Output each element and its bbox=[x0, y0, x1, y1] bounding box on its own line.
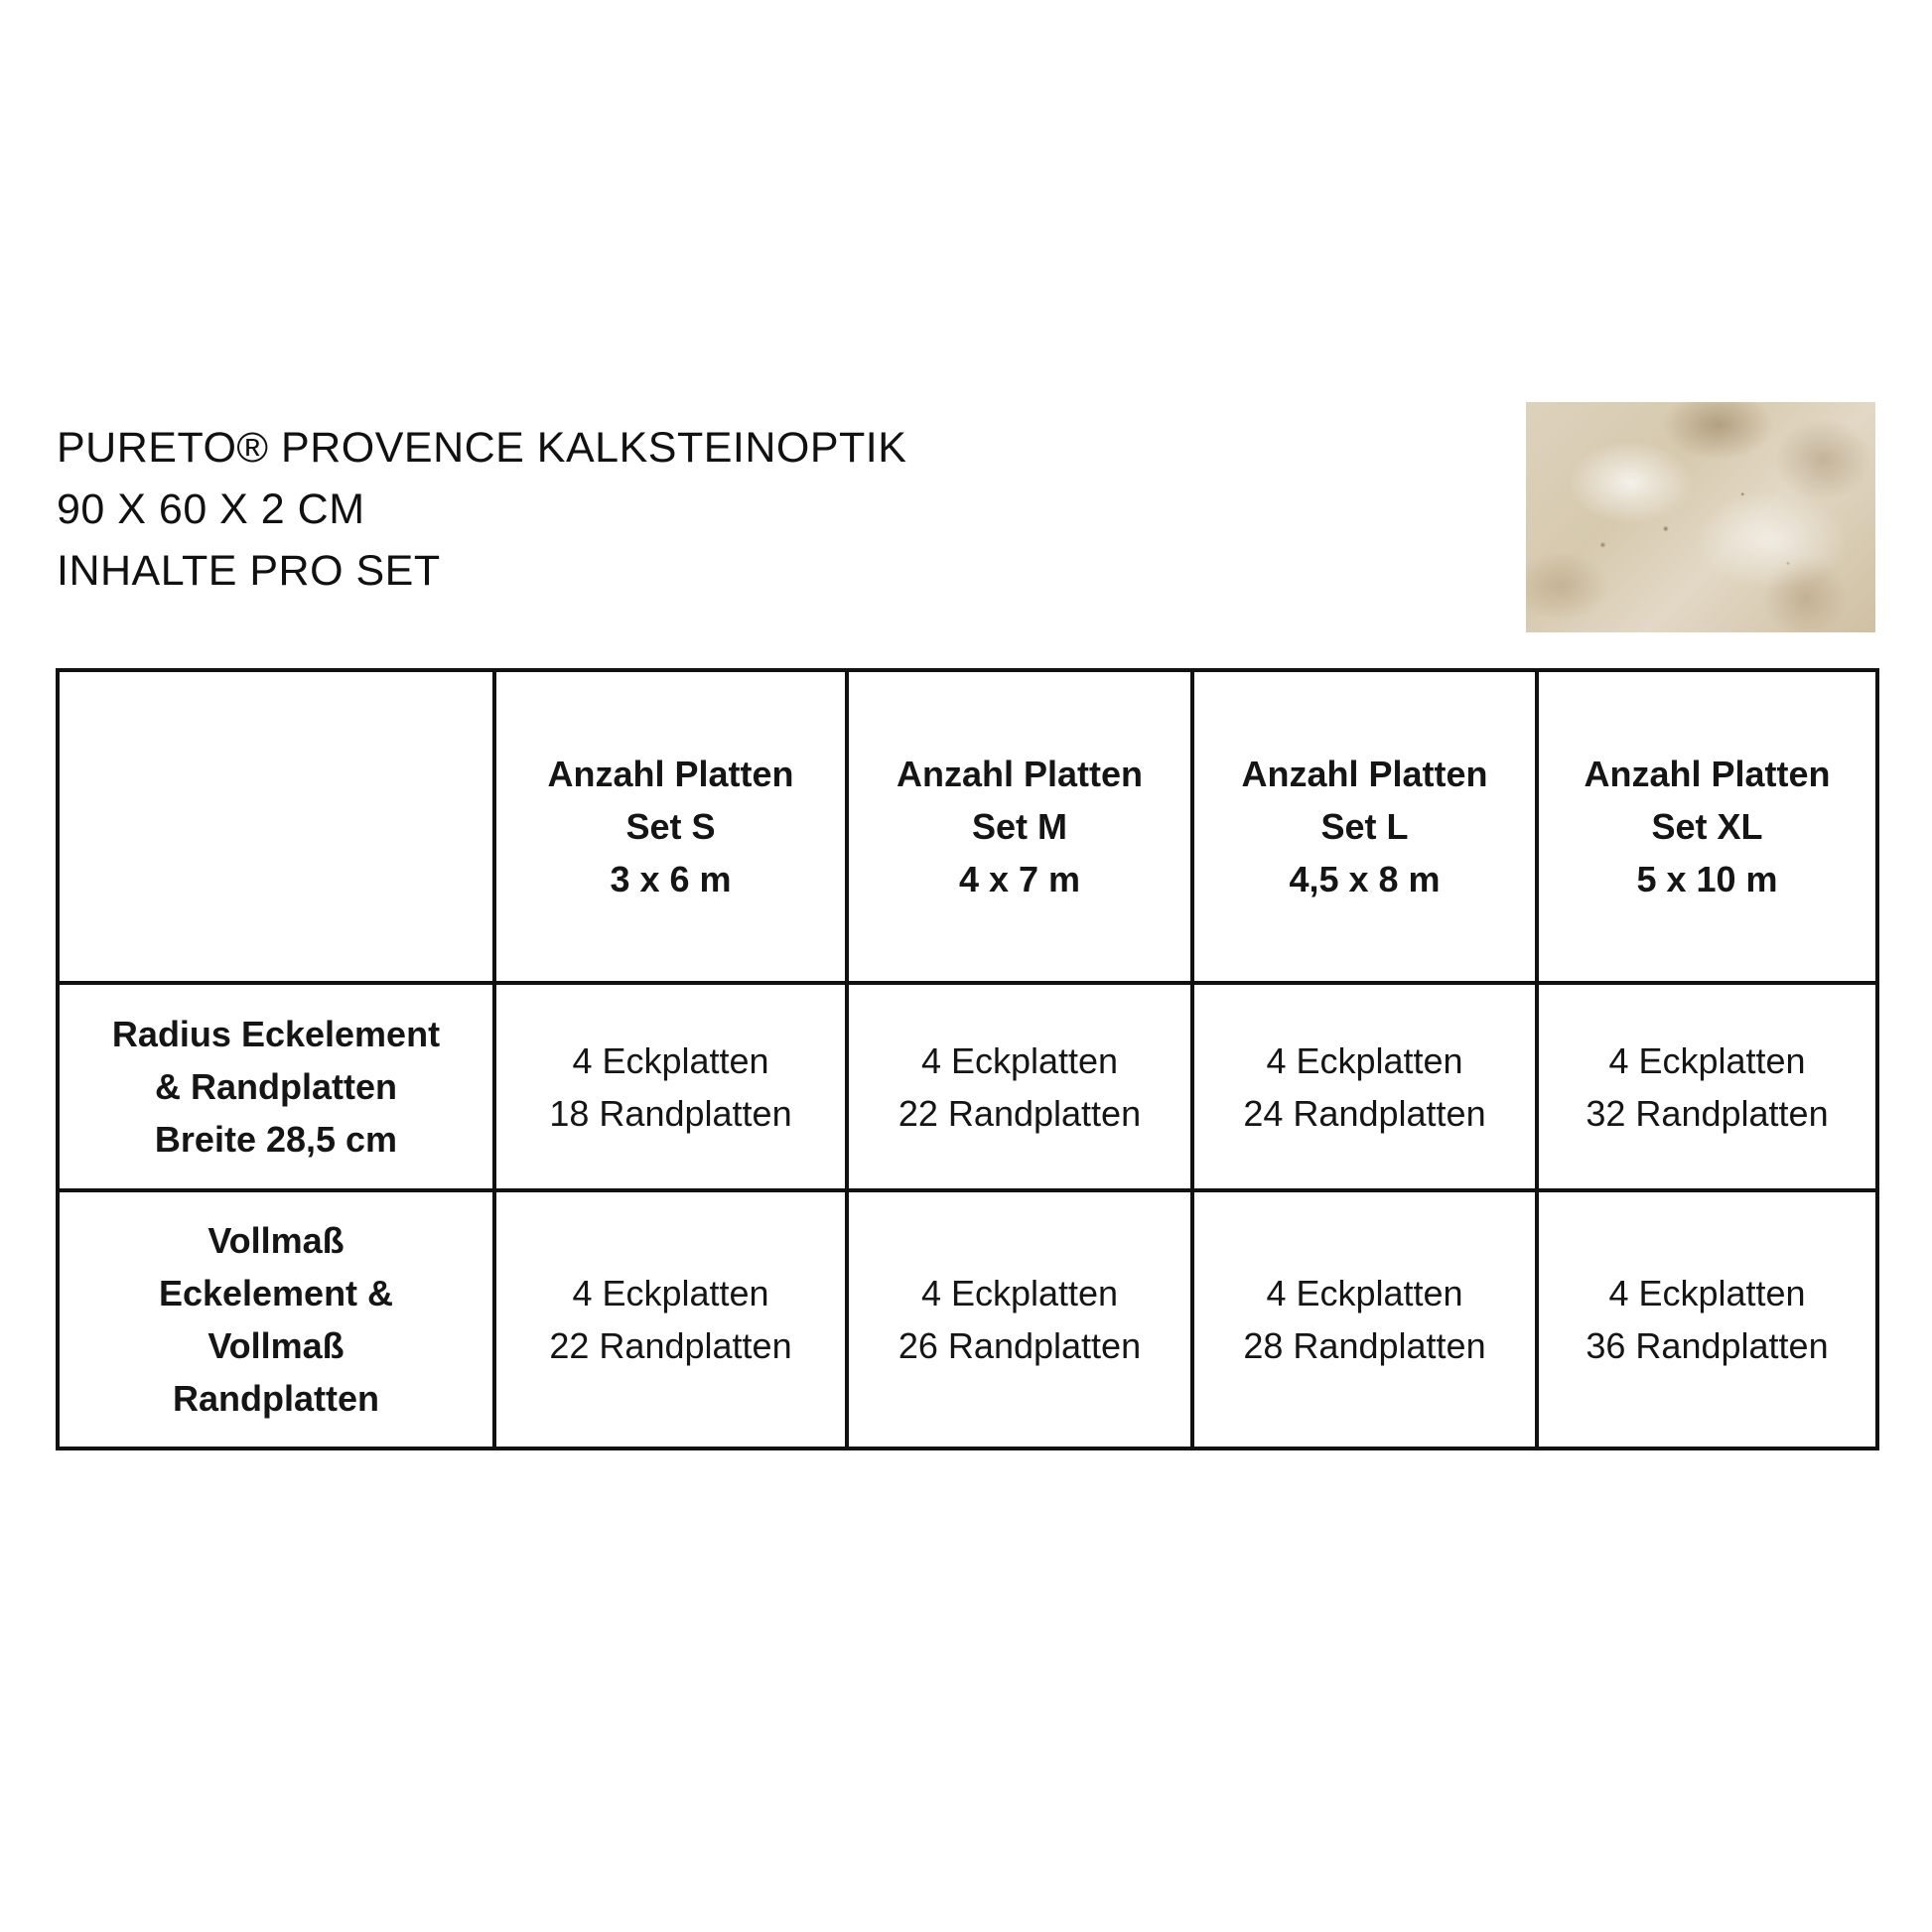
row-label-line: Vollmaß bbox=[207, 1220, 345, 1261]
column-header-label: Anzahl Platten bbox=[896, 754, 1144, 794]
edge-count: 28 Randplatten bbox=[1243, 1325, 1486, 1366]
table-row-radius bbox=[58, 983, 1877, 1190]
table-cell bbox=[847, 1190, 1192, 1449]
table-corner-cell bbox=[58, 670, 494, 983]
column-header-set: Set S bbox=[625, 806, 716, 847]
column-header-set-xl bbox=[1537, 670, 1877, 983]
row-label-line: Radius Eckelement bbox=[111, 1014, 441, 1054]
title-line-dimensions: 90 X 60 X 2 CM bbox=[57, 485, 365, 533]
column-header-label: Anzahl Platten bbox=[1584, 754, 1831, 794]
edge-count: 22 Randplatten bbox=[897, 1092, 1142, 1134]
edge-count: 18 Randplatten bbox=[549, 1092, 792, 1134]
edge-count: 24 Randplatten bbox=[1243, 1092, 1486, 1134]
edge-count: 26 Randplatten bbox=[897, 1325, 1142, 1366]
corner-count: 4 Eckplatten bbox=[572, 1273, 769, 1313]
corner-count: 4 Eckplatten bbox=[1266, 1039, 1463, 1081]
table-cell bbox=[494, 1190, 847, 1449]
table-cell bbox=[494, 983, 847, 1190]
title-line-product-name: PURETO® PROVENCE KALKSTEINOPTIK bbox=[57, 424, 907, 472]
table-row-full-size bbox=[58, 1190, 1877, 1449]
column-header-set-m bbox=[847, 670, 1192, 983]
corner-count: 4 Eckplatten bbox=[1608, 1273, 1806, 1313]
table-cell bbox=[1192, 1190, 1537, 1449]
row-label-line: Randplatten bbox=[172, 1378, 379, 1419]
table-cell bbox=[847, 983, 1192, 1190]
contents-table bbox=[56, 668, 1879, 1450]
column-header-set-l bbox=[1192, 670, 1537, 983]
corner-count: 4 Eckplatten bbox=[920, 1039, 1119, 1081]
table-cell bbox=[1537, 983, 1877, 1190]
column-header-label: Anzahl Platten bbox=[1241, 754, 1488, 794]
title-line-contents: INHALTE PRO SET bbox=[57, 547, 441, 595]
stone-texture-image bbox=[1526, 402, 1875, 632]
row-label-line: & Randplatten bbox=[154, 1066, 397, 1107]
column-header-set: Set M bbox=[971, 806, 1067, 847]
row-label-line: Eckelement & bbox=[158, 1273, 394, 1313]
set-contents-table bbox=[56, 668, 1875, 1447]
table-cell bbox=[1192, 983, 1537, 1190]
column-header-size: 4,5 x 8 m bbox=[1289, 859, 1441, 899]
edge-count: 36 Randplatten bbox=[1586, 1325, 1829, 1366]
row-label-full-size bbox=[58, 1190, 494, 1449]
edge-count: 22 Randplatten bbox=[549, 1325, 792, 1366]
corner-count: 4 Eckplatten bbox=[920, 1273, 1119, 1313]
column-header-set: Set XL bbox=[1651, 806, 1763, 847]
column-header-size: 5 x 10 m bbox=[1636, 859, 1778, 899]
column-header-set-s bbox=[494, 670, 847, 983]
corner-count: 4 Eckplatten bbox=[1608, 1039, 1806, 1081]
edge-count: 32 Randplatten bbox=[1586, 1092, 1829, 1134]
column-header-size: 4 x 7 m bbox=[958, 859, 1081, 899]
corner-count: 4 Eckplatten bbox=[572, 1039, 769, 1081]
column-header-size: 3 x 6 m bbox=[610, 859, 732, 899]
column-header-set: Set L bbox=[1320, 806, 1409, 847]
row-label-line: Breite 28,5 cm bbox=[154, 1119, 398, 1160]
table-header-row bbox=[58, 670, 1877, 983]
row-label-line: Vollmaß bbox=[207, 1325, 345, 1366]
corner-count: 4 Eckplatten bbox=[1266, 1273, 1463, 1313]
table-cell bbox=[1537, 1190, 1877, 1449]
column-header-label: Anzahl Platten bbox=[547, 754, 794, 794]
row-label-radius bbox=[58, 983, 494, 1190]
product-title bbox=[57, 417, 906, 602]
